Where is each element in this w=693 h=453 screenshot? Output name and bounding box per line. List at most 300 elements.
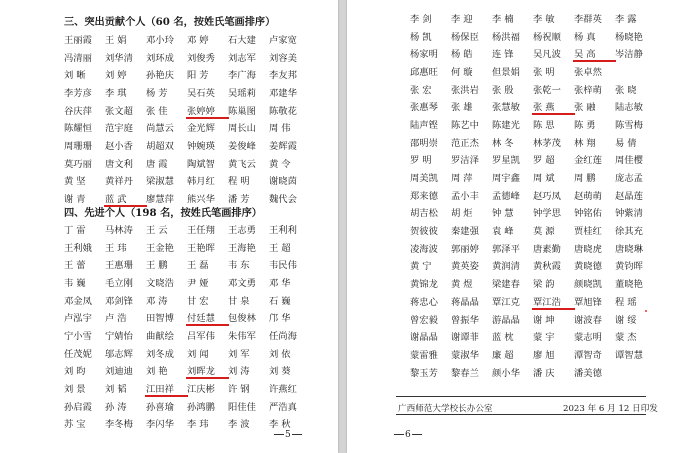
person-name: 罗 明 — [410, 155, 432, 167]
person-name: 黄 煜 — [451, 279, 473, 291]
person-name: 周长山 — [228, 123, 256, 135]
person-name: 尹 娅 — [187, 277, 209, 289]
person-name: 林 翔 — [574, 137, 596, 149]
person-name: 宁婧怡 — [105, 330, 133, 342]
person-name: 邬志辉 — [105, 348, 133, 360]
name-row — [64, 48, 310, 66]
person-name: 蒋晶晶 — [451, 296, 479, 308]
person-name: 张文超 — [105, 105, 133, 117]
person-name: 吴瑶莉 — [228, 87, 256, 99]
person-name: 钟学思 — [533, 208, 561, 220]
name-row — [410, 9, 656, 27]
person-name: 黄秋霞 — [533, 261, 561, 273]
person-name: 张慧敏 — [492, 102, 520, 114]
person-name: 孙鸿鹏 — [187, 401, 215, 413]
person-name: 刘 依 — [269, 348, 291, 360]
person-name: 梁建春 — [492, 279, 520, 291]
person-name: 陶斌智 — [187, 158, 215, 170]
person-name: 陈耀恒 — [64, 123, 92, 135]
person-name: 徐其充 — [615, 226, 643, 238]
person-name: 韩月红 — [187, 176, 215, 188]
person-name: 陈巢图 — [228, 105, 256, 117]
person-name: 蒙 杰 — [615, 332, 637, 344]
person-name: 覃旭锋 — [574, 296, 602, 308]
person-name: 谢 绥 — [615, 314, 637, 326]
person-name: 蒙淑华 — [451, 349, 479, 361]
person-name: 杨保臣 — [451, 31, 479, 43]
name-row — [410, 80, 656, 98]
person-name: 王 云 — [146, 224, 168, 236]
person-name: 王利利 — [269, 224, 297, 236]
person-name: 马林涛 — [105, 224, 133, 236]
person-name: 李闪华 — [146, 419, 174, 431]
name-row — [410, 292, 656, 310]
name-row — [410, 345, 656, 363]
person-name: 杨祝顺 — [533, 31, 561, 43]
name-row — [410, 186, 656, 204]
person-name: 邓小玲 — [146, 34, 174, 46]
person-name: 谢谭菲 — [451, 332, 479, 344]
person-name: 赵萌萌 — [574, 190, 602, 202]
person-name: 刘志军 — [228, 52, 256, 64]
person-name: 张 雄 — [451, 102, 473, 114]
person-name: 潘美德 — [574, 367, 602, 379]
person-name: 谢波春 — [574, 314, 602, 326]
person-name: 李 秋 — [269, 419, 291, 431]
person-name: 袁 峰 — [492, 226, 514, 238]
person-name: 李 剑 — [410, 13, 432, 25]
person-name: 曾宏毅 — [410, 314, 438, 326]
person-name: 罗洁泽 — [451, 155, 479, 167]
person-name: 程 明 — [228, 176, 250, 188]
page-5 — [0, 0, 338, 453]
person-name: 邓建华 — [269, 87, 297, 99]
person-name: 林 冬 — [492, 137, 514, 149]
person-name: 刘迪迪 — [105, 366, 133, 378]
person-name: 金红莲 — [574, 155, 602, 167]
person-name: 范宇庭 — [105, 123, 133, 135]
person-name: 胡 炬 — [451, 208, 473, 220]
name-row — [64, 220, 310, 238]
person-name: 罗 超 — [533, 155, 555, 167]
name-row — [64, 291, 310, 309]
person-name: 颜小华 — [492, 367, 520, 379]
person-name: 姜俊峰 — [228, 140, 256, 152]
person-name: 陈 勇 — [574, 119, 596, 131]
footer-issuer: 广西师范大学校长办公室 — [398, 404, 493, 414]
section-3-name-grid — [64, 30, 310, 207]
name-row — [410, 62, 656, 80]
person-name: 程 瑶 — [615, 296, 637, 308]
name-row — [64, 255, 310, 273]
name-row — [410, 151, 656, 169]
person-name: 周珊珊 — [64, 140, 92, 152]
person-name: 冯清丽 — [64, 52, 92, 64]
person-name: 周佳樱 — [615, 155, 643, 167]
person-name: 刘 景 — [64, 384, 86, 396]
person-name: 宁小雪 — [64, 330, 92, 342]
name-row — [64, 154, 310, 172]
person-name: 王 超 — [269, 242, 291, 254]
person-name: 潘 庆 — [533, 367, 555, 379]
footer-bottom-rule — [396, 414, 646, 415]
person-name: 黄 宁 — [410, 261, 432, 273]
person-name: 李 敏 — [533, 13, 555, 25]
person-name: 邓 华 — [269, 277, 291, 289]
person-name: 王 娟 — [105, 34, 127, 46]
person-name: 甘 泉 — [228, 295, 250, 307]
name-row — [410, 239, 656, 257]
person-name: 吴石英 — [187, 87, 215, 99]
name-row — [64, 65, 310, 83]
person-name: 王海艳 — [228, 242, 256, 254]
person-name: 张 融 — [574, 102, 596, 114]
person-name: 游晶晶 — [492, 314, 520, 326]
person-name: 王任翔 — [187, 224, 215, 236]
person-name: 黎玉芳 — [410, 367, 438, 379]
section-4-title: 四、先进个人（198 名，按姓氏笔画排序） — [64, 207, 262, 219]
person-name: 刘华清 — [105, 52, 133, 64]
person-name: 张洪岩 — [451, 84, 479, 96]
person-name: 卢 浩 — [105, 313, 127, 325]
footer-issue-date: 2023 年 6 月 12 日印发 — [563, 404, 658, 414]
person-name: 王 鹏 — [146, 260, 168, 272]
person-name: 李 迎 — [451, 13, 473, 25]
person-name: 江田祥 — [146, 381, 187, 395]
person-name: 刘冬成 — [146, 348, 174, 360]
person-name: 金光辉 — [187, 123, 215, 135]
person-name: 易 倩 — [615, 137, 637, 149]
person-name: 刘容美 — [269, 52, 297, 64]
person-name: 许燕红 — [269, 384, 297, 396]
name-row — [64, 136, 310, 154]
person-name: 李芳彦 — [64, 87, 92, 99]
person-name: 江庆彬 — [187, 384, 215, 396]
person-name: 熊兴华 — [187, 194, 215, 206]
name-row — [410, 115, 656, 133]
person-name: 唐晓琳 — [615, 243, 643, 255]
person-name: 任尚海 — [269, 330, 297, 342]
person-name: 孙 涛 — [105, 401, 127, 413]
person-name: 周 伟 — [269, 123, 291, 135]
person-name: 刘 昀 — [64, 366, 86, 378]
person-name: 王艳晖 — [187, 242, 215, 254]
person-name: 谢 青 — [64, 194, 86, 206]
person-name: 刘晖龙 — [187, 363, 228, 377]
person-name: 岑洁静 — [615, 49, 643, 61]
footer-top-rule — [396, 396, 646, 397]
person-name: 卢泓宇 — [64, 313, 92, 325]
person-name: 蓝 武 — [105, 191, 146, 205]
person-name: 吴凡波 — [533, 49, 561, 61]
person-name: 王丽霞 — [64, 34, 92, 46]
person-name: 吴 高 — [574, 46, 615, 60]
person-name: 谢晶晶 — [410, 332, 438, 344]
person-name: 李 波 — [228, 419, 250, 431]
name-row — [410, 44, 656, 62]
person-name: 覃江浩 — [533, 294, 574, 308]
person-name: 李友邦 — [269, 70, 297, 82]
person-name: 刘 葵 — [269, 366, 291, 378]
person-name: 邱惠旺 — [410, 66, 438, 78]
person-name: 邓文勇 — [228, 277, 256, 289]
person-name: 刘 艳 — [146, 366, 168, 378]
person-name: 刘俊秀 — [187, 52, 215, 64]
person-name: 张梓萌 — [574, 84, 602, 96]
name-row — [410, 310, 656, 328]
person-name: 李广海 — [228, 70, 256, 82]
person-name: 王志勇 — [228, 224, 256, 236]
person-name: 任茂妮 — [64, 348, 92, 360]
person-name: 孟小丰 — [451, 190, 479, 202]
person-name: 陈敬花 — [269, 105, 297, 117]
person-name: 黄 坚 — [64, 176, 86, 188]
person-name: 刘 涛 — [228, 366, 250, 378]
person-name: 杨晓艳 — [615, 31, 643, 43]
name-row — [64, 83, 310, 101]
person-name: 李 玮 — [187, 419, 209, 431]
person-name: 黄 令 — [269, 158, 291, 170]
person-name: 谷庆萍 — [64, 105, 92, 117]
person-name: 石大建 — [228, 34, 256, 46]
person-name: 赵小香 — [105, 140, 133, 152]
person-name: 王 玮 — [105, 242, 127, 254]
person-name: 刘 闻 — [187, 348, 209, 360]
person-name: 赵巧凤 — [533, 190, 561, 202]
person-name: 许 钢 — [228, 384, 250, 396]
person-name: 陆声铿 — [410, 119, 438, 131]
name-row — [410, 363, 656, 381]
person-name: 黎春兰 — [451, 367, 479, 379]
person-name: 陈 思 — [533, 119, 555, 131]
name-row — [410, 27, 656, 45]
person-name: 张 殷 — [492, 84, 514, 96]
person-name: 但景娟 — [492, 66, 520, 78]
person-name: 王金艳 — [146, 242, 174, 254]
person-name: 唐素勤 — [533, 243, 561, 255]
person-name: 陈雪梅 — [615, 119, 643, 131]
person-name: 阳佳佳 — [228, 401, 256, 413]
person-name: 颜晓凯 — [574, 279, 602, 291]
person-name: 周美凯 — [410, 173, 438, 185]
person-name: 莫巧丽 — [64, 158, 92, 170]
name-row — [64, 118, 310, 136]
person-name: 付廷慧 — [187, 310, 228, 324]
person-name: 孟德峰 — [492, 190, 520, 202]
section-4-name-grid — [64, 220, 310, 432]
person-name: 邓剑锋 — [105, 295, 133, 307]
person-name: 杨 皓 — [451, 49, 473, 61]
person-name: 李群英 — [574, 13, 602, 25]
person-name: 韦民伟 — [269, 260, 297, 272]
person-name: 贾桂红 — [574, 226, 602, 238]
name-row — [410, 274, 656, 292]
person-name: 胡吉松 — [410, 208, 438, 220]
person-name: 王 蕾 — [64, 260, 86, 272]
name-row — [64, 172, 310, 190]
name-row — [410, 97, 656, 115]
person-name: 潘 芳 — [228, 194, 250, 206]
person-name: 石 巍 — [269, 295, 291, 307]
name-row — [64, 379, 310, 397]
section-3-title: 三、突出贡献个人（60 名，按姓氏笔画排序） — [64, 16, 276, 28]
person-name: 陈建光 — [492, 119, 520, 131]
person-name: 范正杰 — [451, 137, 479, 149]
name-row — [410, 327, 656, 345]
page-number-5: 5 — [273, 430, 303, 440]
person-name: 蒙志明 — [574, 332, 602, 344]
person-name: 秦建强 — [451, 226, 479, 238]
person-name: 周 鹏 — [574, 173, 596, 185]
person-name: 王利娥 — [64, 242, 92, 254]
person-name: 郑来德 — [410, 190, 438, 202]
page-number-6: 6 — [393, 430, 423, 440]
person-name: 张婷婷 — [187, 103, 228, 117]
name-row — [64, 30, 310, 48]
person-name: 李 琪 — [105, 87, 127, 99]
person-name: 钟铭佑 — [574, 208, 602, 220]
person-name: 尚慧云 — [146, 123, 174, 135]
name-row — [64, 362, 310, 380]
person-name: 张卓然 — [574, 66, 602, 78]
name-row — [64, 308, 310, 326]
person-name: 梁 韵 — [533, 279, 555, 291]
person-name: 张 燕 — [533, 99, 574, 113]
person-name: 张惠琴 — [410, 102, 438, 114]
person-name: 吕军伟 — [187, 330, 215, 342]
person-name: 李 露 — [615, 13, 637, 25]
person-name: 郭泽平 — [492, 243, 520, 255]
name-row — [64, 101, 310, 119]
name-row — [64, 326, 310, 344]
person-name: 杨 芳 — [146, 87, 168, 99]
person-name: 曾振华 — [451, 314, 479, 326]
name-row — [410, 257, 656, 275]
person-name: 曲献绘 — [146, 330, 174, 342]
person-name: 覃江克 — [492, 296, 520, 308]
person-name: 张 明 — [533, 66, 555, 78]
person-name: 邓金凤 — [64, 295, 92, 307]
person-name: 韦 东 — [228, 260, 250, 272]
person-name: 潭智奇 — [574, 349, 602, 361]
name-row — [410, 168, 656, 186]
person-name: 张 佳 — [146, 105, 168, 117]
person-name: 陆志敏 — [615, 102, 643, 114]
person-name: 庞志孟 — [615, 173, 643, 185]
person-name: 邝 华 — [269, 313, 291, 325]
person-name: 赵晶莲 — [615, 190, 643, 202]
person-name: 黄润清 — [492, 261, 520, 273]
person-name: 黄钧晖 — [615, 261, 643, 273]
person-name: 谭智慧 — [615, 349, 643, 361]
name-row — [64, 344, 310, 362]
person-name: 罗星凯 — [492, 155, 520, 167]
person-name: 刘 韬 — [105, 384, 127, 396]
person-name: 梁淑慧 — [146, 176, 174, 188]
person-name: 连 锋 — [492, 49, 514, 61]
person-name: 莫 源 — [533, 226, 555, 238]
person-name: 姜辉霞 — [269, 140, 297, 152]
person-name: 孙艳庆 — [146, 70, 174, 82]
person-name: 文晓浩 — [146, 277, 174, 289]
person-name: 杨 真 — [574, 31, 596, 43]
person-name: 魏代会 — [269, 194, 297, 206]
person-name: 黄锦龙 — [410, 279, 438, 291]
person-name: 董晓艳 — [615, 279, 643, 291]
person-name: 陈艺中 — [451, 119, 479, 131]
person-name: 孙喜瑜 — [146, 401, 174, 413]
name-row — [64, 238, 310, 256]
person-name: 苏 宝 — [64, 419, 86, 431]
person-name: 朱伟军 — [228, 330, 256, 342]
person-name: 邵明崇 — [410, 137, 438, 149]
page-6-name-grid — [410, 9, 656, 380]
person-name: 杨家明 — [410, 49, 438, 61]
name-row — [410, 221, 656, 239]
name-row — [64, 273, 310, 291]
person-name: 甘 宏 — [187, 295, 209, 307]
name-row — [410, 204, 656, 222]
person-name: 张乾一 — [533, 84, 561, 96]
person-name: 孙启霞 — [64, 401, 92, 413]
person-name: 胡超双 — [146, 140, 174, 152]
person-name: 韦 巍 — [64, 277, 86, 289]
person-name: 蒙 宇 — [533, 332, 555, 344]
person-name: 阳 芳 — [187, 70, 209, 82]
person-name: 周宇鑫 — [492, 173, 520, 185]
person-name: 邓 婷 — [187, 34, 209, 46]
person-name: 钟 慧 — [492, 208, 514, 220]
person-name: 王惠珊 — [105, 260, 133, 272]
person-name: 田智博 — [146, 313, 174, 325]
person-name: 凌海波 — [410, 243, 438, 255]
person-name: 杨 凯 — [410, 31, 432, 43]
person-name: 严浩真 — [269, 401, 297, 413]
person-name: 卢家宽 — [269, 34, 297, 46]
person-name: 刘 婷 — [105, 70, 127, 82]
person-name: 张 晓 — [615, 84, 637, 96]
person-name: 贺彼彼 — [410, 226, 438, 238]
person-name: 蒙雷雅 — [410, 349, 438, 361]
person-name: 周 萍 — [451, 173, 473, 185]
person-name: 杨洪福 — [492, 31, 520, 43]
red-mark — [645, 310, 647, 312]
person-name: 刘 军 — [228, 348, 250, 360]
person-name: 刘环成 — [146, 52, 174, 64]
person-name: 廖 旭 — [533, 349, 555, 361]
person-name: 谢晓茵 — [269, 176, 297, 188]
person-name: 李冬梅 — [105, 419, 133, 431]
person-name: 林茅茂 — [533, 137, 561, 149]
person-name: 邓 涛 — [146, 295, 168, 307]
name-row — [410, 133, 656, 151]
person-name: 钟紫清 — [615, 208, 643, 220]
person-name: 蒋忠心 — [410, 296, 438, 308]
person-name: 毛立刚 — [105, 277, 133, 289]
person-name: 黄飞云 — [228, 158, 256, 170]
person-name: 唐文利 — [105, 158, 133, 170]
person-name: 唐晓虎 — [574, 243, 602, 255]
person-name: 何 璇 — [451, 66, 473, 78]
person-name: 李 楠 — [492, 13, 514, 25]
person-name: 张 宏 — [410, 84, 432, 96]
person-name: 刘 晰 — [64, 70, 86, 82]
person-name: 黄晓德 — [574, 261, 602, 273]
person-name: 郭丽婷 — [451, 243, 479, 255]
person-name: 丁 雷 — [64, 224, 86, 236]
person-name: 蓝 枕 — [492, 332, 514, 344]
person-name: 钟婉瑛 — [187, 140, 215, 152]
